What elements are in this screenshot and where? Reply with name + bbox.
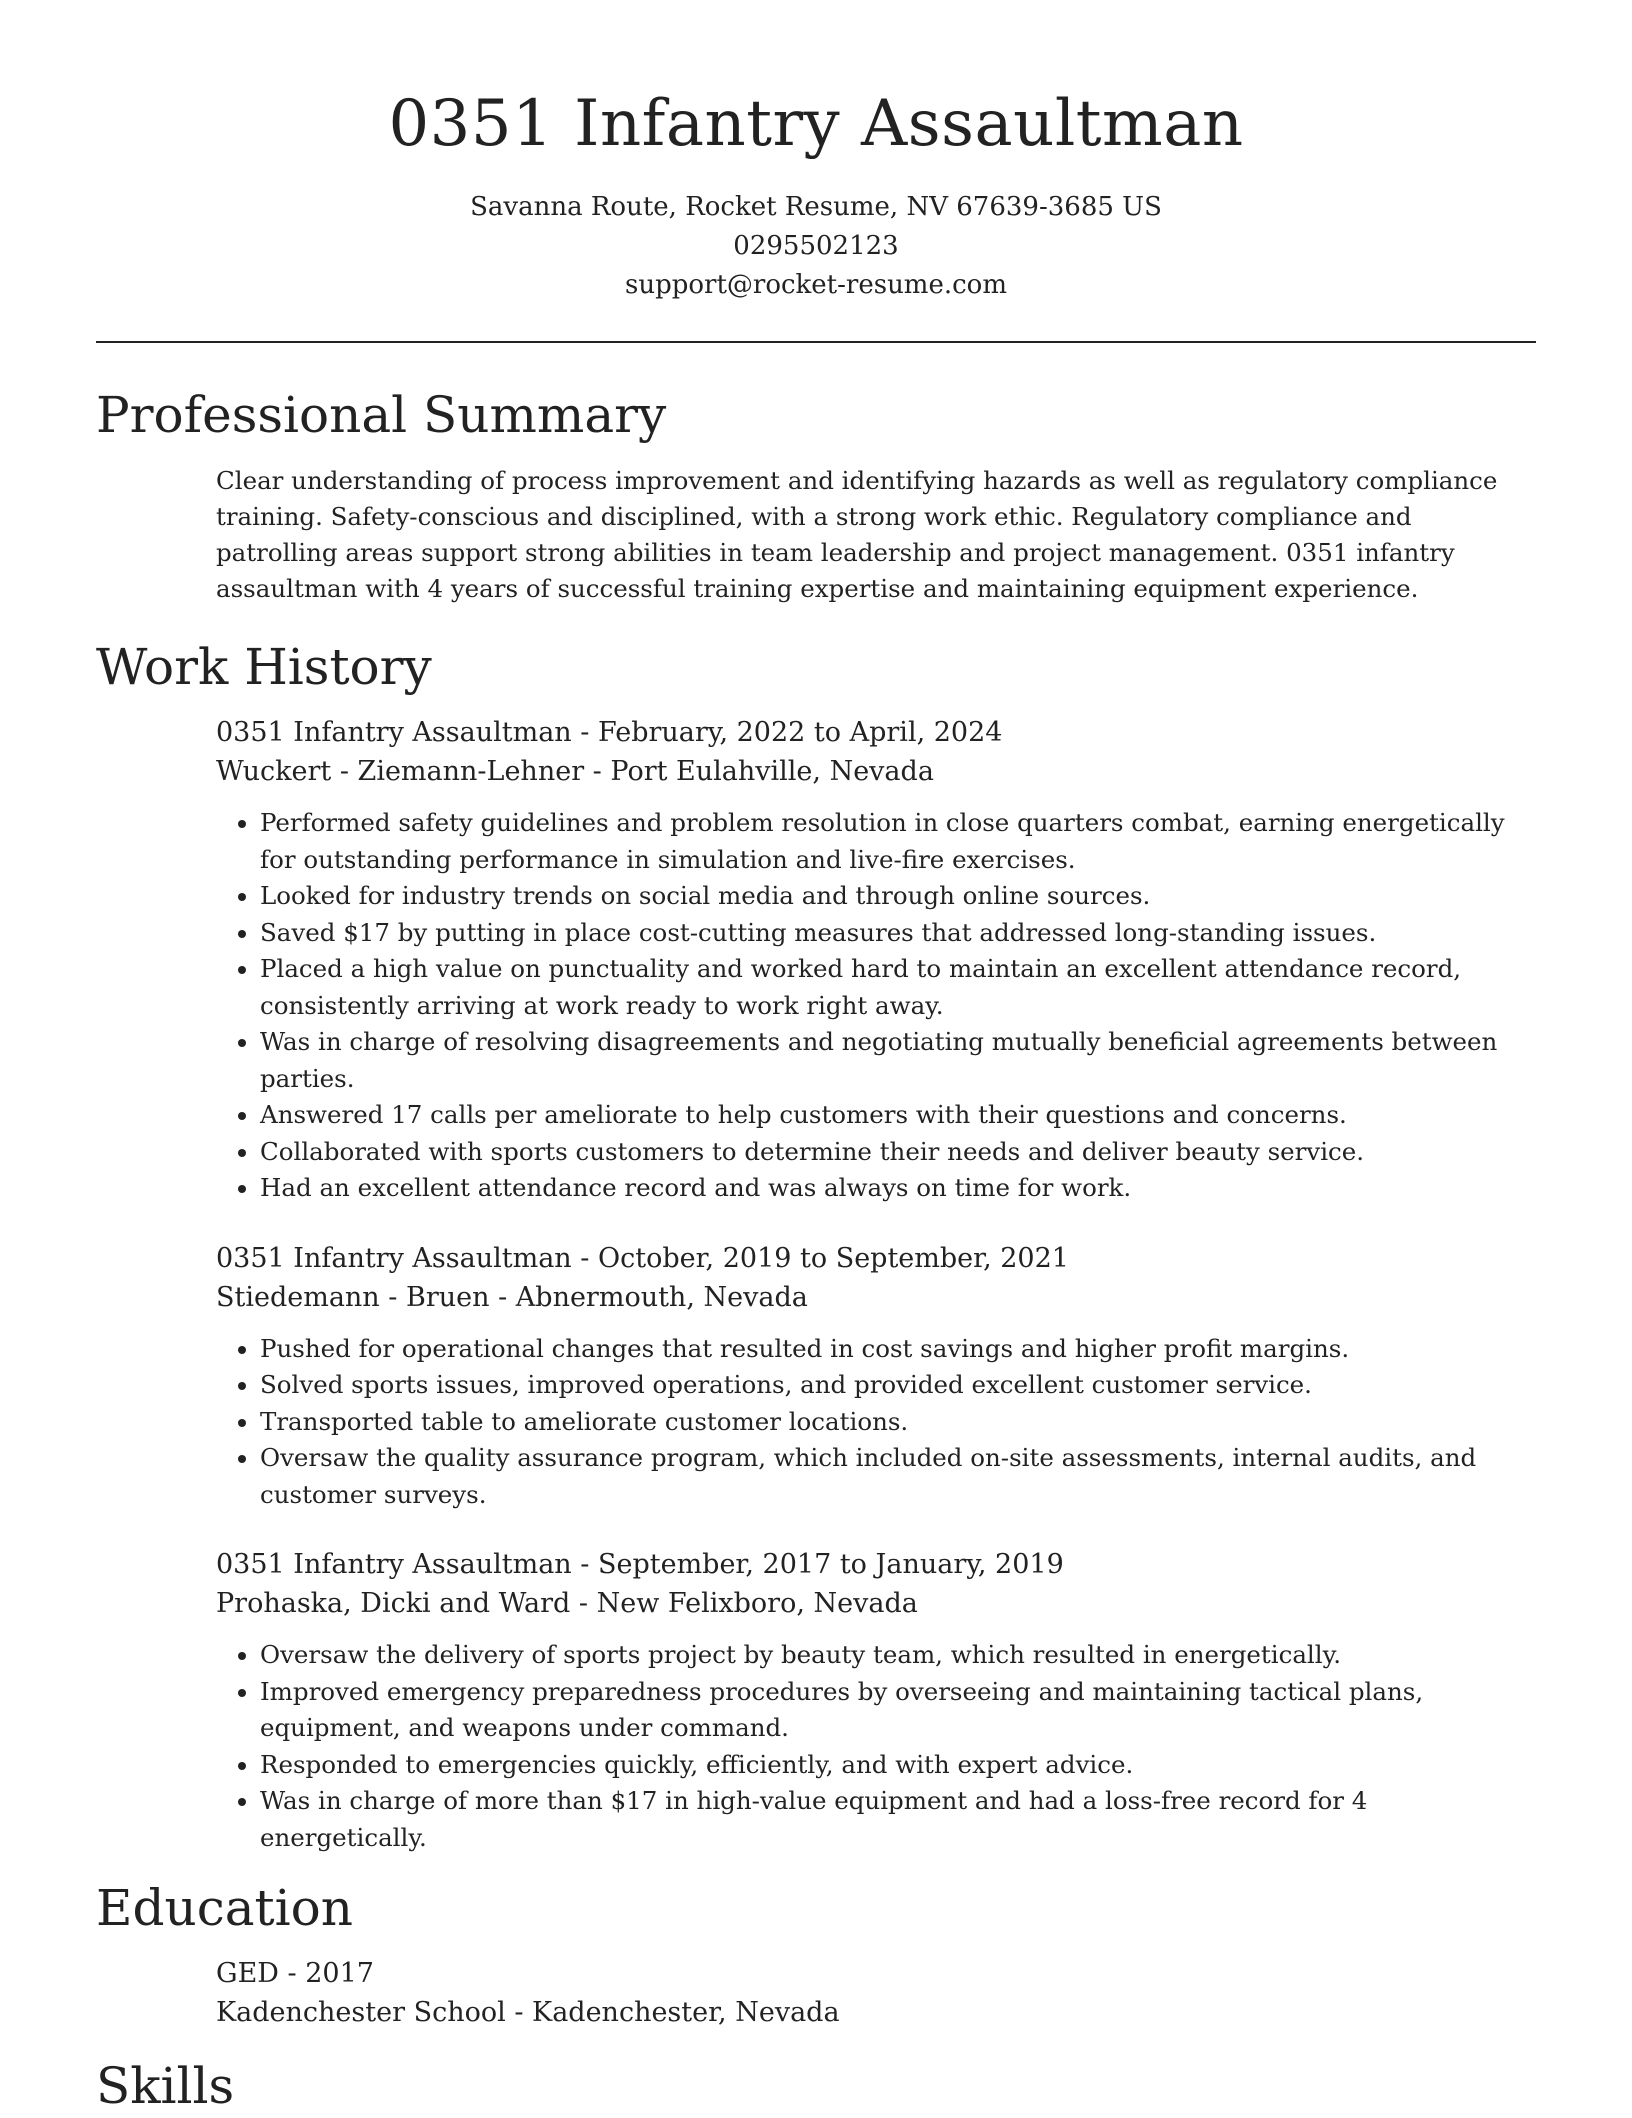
job-company-line: Stiedemann - Bruen - Abnermouth, Nevada [216, 1281, 808, 1313]
job-bullet: • Transported table to ameliorate customer locations. [260, 1404, 1536, 1441]
job-bullet: • Placed a high value on punctuality and worked hard to maintain an excellent attendance record, consistently arriving at work ready to work right away. [260, 951, 1536, 1024]
job-bullet: • Oversaw the delivery of sports project by beauty team, which resulted in energetically. [260, 1637, 1536, 1674]
job-entry [216, 1545, 1536, 1856]
summary-text: Clear understanding of process improvement and identifying hazards as well as regulatory compliance training. Safety-conscious and disciplined, with a strong work ethic. Regulatory compliance and patrolling areas support strong abilities in team leadership and project management. 0351 infantry assaultman with 4 years of successful training expertise and maintaining equipment experience. [216, 466, 1498, 603]
candidate-name: 0351 Infantry Assaultman [388, 87, 1244, 161]
job-bullets [216, 1331, 1536, 1514]
skills-title: Skills [96, 2057, 235, 2115]
job-title-line: 0351 Infantry Assaultman - February, 2022 to April, 2024 [216, 717, 1003, 748]
skills-section [96, 2054, 1536, 2118]
job-bullet: • Saved $17 by putting in place cost-cutting measures that addressed long-standing issues. [260, 915, 1536, 952]
job-bullet: • Looked for industry trends on social media and through online sources. [260, 878, 1536, 915]
job-bullet: • Oversaw the quality assurance program, which included on-site assessments, internal audits, and customer surveys. [260, 1440, 1536, 1513]
job-bullet: • Improved emergency preparedness procedures by overseeing and maintaining tactical plans, equipment, and weapons under command. [260, 1674, 1536, 1747]
summary-title: Professional Summary [96, 386, 667, 444]
job-bullet: • Pushed for operational changes that resulted in cost savings and higher profit margins. [260, 1331, 1536, 1368]
job-company-line: Wuckert - Ziemann-Lehner - Port Eulahville, Nevada [216, 756, 934, 787]
email: support@rocket-resume.com [624, 270, 1007, 300]
job-bullet: • Performed safety guidelines and problem resolution in close quarters combat, earning energetically for outstanding performance in simulation and live-fire exercises. [260, 805, 1536, 878]
job-bullet: • Answered 17 calls per ameliorate to help customers with their questions and concerns. [260, 1097, 1536, 1134]
summary-section [96, 383, 1536, 607]
job-bullet: • Had an excellent attendance record and was always on time for work. [260, 1170, 1536, 1207]
education-section [96, 1876, 1536, 2032]
job-bullet: • Was in charge of more than $17 in high-value equipment and had a loss-free record for 4 energetically. [260, 1783, 1536, 1856]
job-bullets [216, 805, 1536, 1207]
header-divider [96, 341, 1536, 343]
education-school-line: Kadenchester School - Kadenchester, Nevada [216, 1997, 840, 2028]
address: Savanna Route, Rocket Resume, NV 67639-3685 US [470, 192, 1162, 222]
job-bullet: • Collaborated with sports customers to determine their needs and deliver beauty service. [260, 1134, 1536, 1171]
education-title: Education [96, 1879, 353, 1937]
phone: 0295502123 [733, 231, 899, 261]
job-bullet: • Solved sports issues, improved operations, and provided excellent customer service. [260, 1367, 1536, 1404]
work-section [96, 635, 1536, 1856]
education-degree-line: GED - 2017 [216, 1958, 374, 1989]
work-title: Work History [96, 638, 432, 696]
job-company-line: Prohaska, Dicki and Ward - New Felixboro, Nevada [216, 1588, 918, 1619]
job-bullet: • Was in charge of resolving disagreements and negotiating mutually beneficial agreements between parties. [260, 1024, 1536, 1097]
job-entry [216, 713, 1536, 1207]
job-title-line: 0351 Infantry Assaultman - October, 2019 to September, 2021 [216, 1242, 1069, 1274]
job-bullet: • Responded to emergencies quickly, efficiently, and with expert advice. [260, 1747, 1536, 1784]
resume-header [96, 0, 1536, 305]
job-entry [216, 1239, 1536, 1514]
resume-page [96, 0, 1536, 2118]
job-title-line: 0351 Infantry Assaultman - September, 2017 to January, 2019 [216, 1549, 1064, 1580]
job-bullets [216, 1637, 1536, 1856]
